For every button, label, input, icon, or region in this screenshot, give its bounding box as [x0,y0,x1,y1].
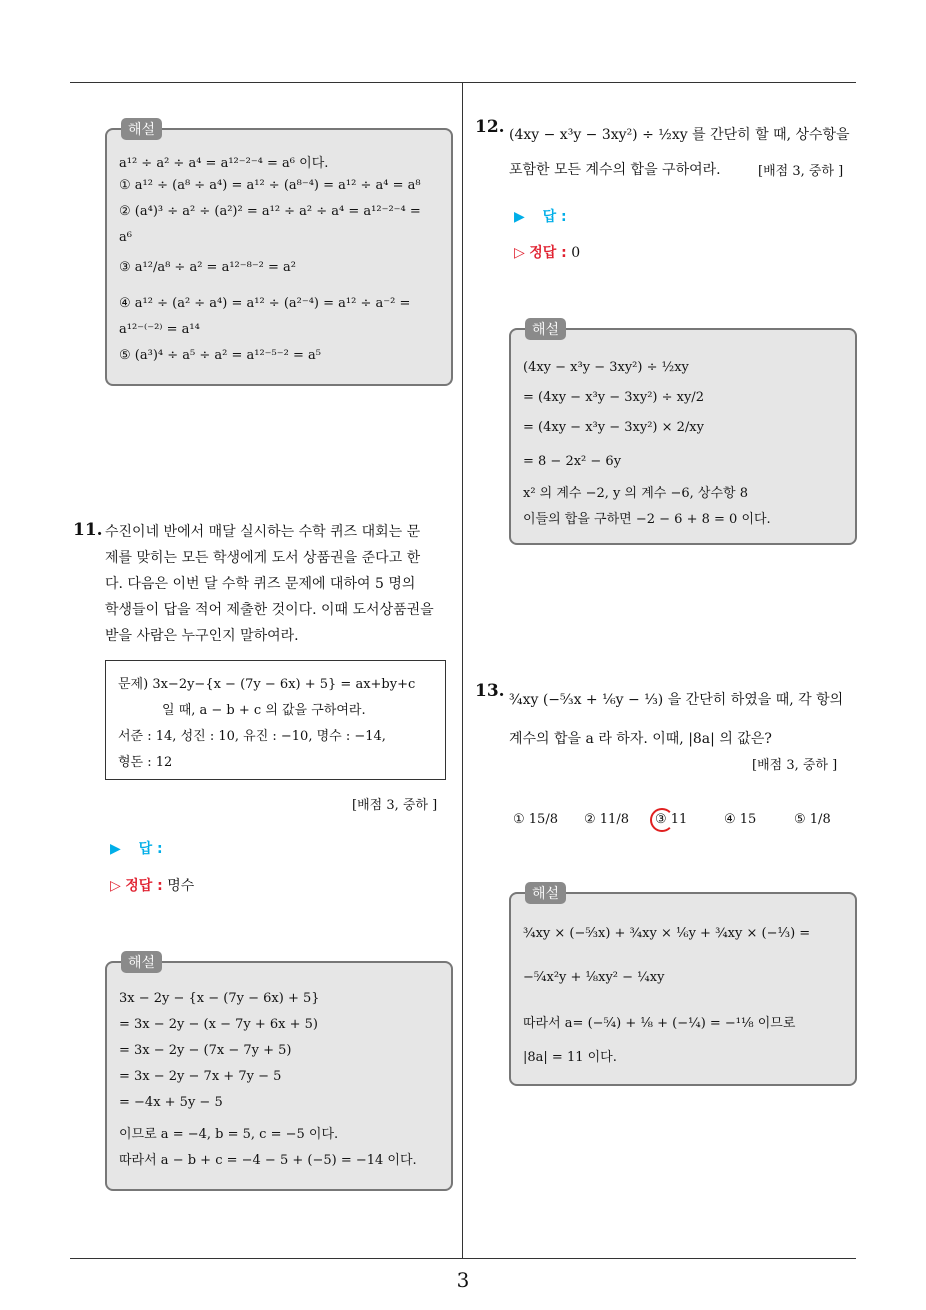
solution-line: −⁵⁄₄x²y + ⅛xy² − ¼xy [523,970,665,985]
correct-answer [110,875,194,895]
solution-line: ⑤ (a³)⁴ ÷ a⁵ ÷ a² = a¹²⁻⁵⁻² = a⁵ [119,348,321,363]
answer-label: 답 : [542,209,567,225]
score-meta: [배점 3, 중하 ] [758,164,844,179]
solution-line: a¹²⁻⁽⁻²⁾ = a¹⁴ [119,322,200,337]
solution-line: 이므로 a = −4, b = 5, c = −5 이다. [119,1127,339,1142]
choice-5[interactable]: ⑤ 1/8 [794,812,831,827]
correct-label: 정답 : [125,878,163,894]
solution-tag: 해설 [525,882,566,904]
score-meta: [배점 3, 중하 ] [352,798,438,813]
answer-field[interactable] [514,206,567,226]
correct-value: 0 [571,245,581,261]
problem-box [105,660,446,780]
solution-tag: 해설 [525,318,566,340]
solution-line: = (4xy − x³y − 3xy²) ÷ xy/2 [523,390,704,405]
play-icon: ▶ [110,841,121,857]
choice-3[interactable]: ③ 11 [655,812,688,827]
question-text: 다. 다음은 이번 달 수학 퀴즈 문제에 대하여 5 명의 [105,576,416,592]
question-text: 포함한 모든 계수의 합을 구하여라. [509,162,721,178]
column-divider [462,82,463,1258]
solution-line: ③ a¹²/a⁸ ÷ a² = a¹²⁻⁸⁻² = a² [119,260,297,275]
problem-line: 문제) 3x−2y−{x − (7y − 6x) + 5} = ax+by+c [118,677,416,692]
correct-value: 명수 [167,878,195,894]
solution-line: |8a| = 11 이다. [523,1050,617,1065]
solution-line: ① a¹² ÷ (a⁸ ÷ a⁴) = a¹² ÷ (a⁸⁻⁴) = a¹² ÷ a⁴ = a⁸ [119,178,421,193]
solution-line: a⁶ [119,230,132,245]
solution-line: 3x − 2y − {x − (7y − 6x) + 5} [119,991,320,1006]
outline-play-icon: ▷ [514,245,525,261]
solution-tag: 해설 [121,951,162,973]
choice-4[interactable]: ④ 15 [724,812,757,827]
question-number: 12. [475,117,505,137]
solution-line: 이들의 합을 구하면 −2 − 6 + 8 = 0 이다. [523,512,771,527]
problem-line: 형돈 : 12 [118,755,173,770]
solution-line: = 3x − 2y − 7x + 7y − 5 [119,1069,282,1084]
solution-line: ② (a⁴)³ ÷ a² ÷ (a²)² = a¹² ÷ a² ÷ a⁴ = a¹²⁻²⁻⁴ = [119,204,421,219]
problem-line: 서준 : 14, 성진 : 10, 유진 : −10, 명수 : −14, [118,729,386,744]
correct-label: 정답 : [529,245,567,261]
solution-line: = 3x − 2y − (x − 7y + 6x + 5) [119,1017,318,1032]
answer-label: 답 : [138,841,163,857]
solution-line: ④ a¹² ÷ (a² ÷ a⁴) = a¹² ÷ (a²⁻⁴) = a¹² ÷ a⁻² = [119,296,411,311]
score-meta: [배점 3, 중하 ] [752,758,838,773]
solution-line: 따라서 a= (−⁵⁄₄) + ⅛ + (−¼) = −¹¹⁄₈ 이므로 [523,1016,796,1031]
solution-line: a¹² ÷ a² ÷ a⁴ = a¹²⁻²⁻⁴ = a⁶ 이다. [119,156,329,171]
solution-box-q12 [509,322,857,545]
play-icon: ▶ [514,209,525,225]
solution-box-q13 [509,886,857,1086]
question-text: 수진이네 반에서 매달 실시하는 수학 퀴즈 대회는 문 [105,524,421,540]
answer-field[interactable] [110,838,163,858]
problem-line: 일 때, a − b + c 의 값을 구하여라. [162,703,366,718]
solution-line: = 8 − 2x² − 6y [523,454,622,469]
solution-box-q11 [105,955,453,1191]
solution-line: ¾xy × (−⁵⁄₃x) + ¾xy × ⅙y + ¾xy × (−⅓) = [523,926,811,941]
header-rule [70,82,856,83]
question-number: 11. [73,520,103,540]
question-text: 받을 사람은 누구인지 말하여라. [105,628,299,644]
solution-box-q10 [105,122,453,386]
solution-line: (4xy − x³y − 3xy²) ÷ ½xy [523,360,689,375]
solution-line: 따라서 a − b + c = −4 − 5 + (−5) = −14 이다. [119,1153,417,1168]
outline-play-icon: ▷ [110,878,121,894]
solution-line: = 3x − 2y − (7x − 7y + 5) [119,1043,292,1058]
question-text: 계수의 합을 a 라 하자. 이때, |8a| 의 값은? [509,731,772,747]
correct-answer [514,242,580,262]
question-number: 13. [475,681,505,701]
choice-1[interactable]: ① 15/8 [513,812,558,827]
question-text: 제를 맞히는 모든 학생에게 도서 상품권을 준다고 한 [105,550,421,566]
question-text: 학생들이 답을 적어 제출한 것이다. 이때 도서상품권을 [105,602,434,618]
question-text: ¾xy (−⁵⁄₃x + ⅙y − ⅓) 을 간단히 하였을 때, 각 항의 [509,692,844,708]
solution-line: = −4x + 5y − 5 [119,1095,223,1110]
choice-2[interactable]: ② 11/8 [584,812,629,827]
solution-line: = (4xy − x³y − 3xy²) × 2/xy [523,420,704,435]
selected-circle-mark [650,808,674,832]
footer-rule [70,1258,856,1259]
solution-line: x² 의 계수 −2, y 의 계수 −6, 상수항 8 [523,486,748,501]
solution-tag: 해설 [121,118,162,140]
page-number: 3 [456,1268,470,1292]
question-text: (4xy − x³y − 3xy²) ÷ ½xy 를 간단히 할 때, 상수항을 [509,127,850,143]
